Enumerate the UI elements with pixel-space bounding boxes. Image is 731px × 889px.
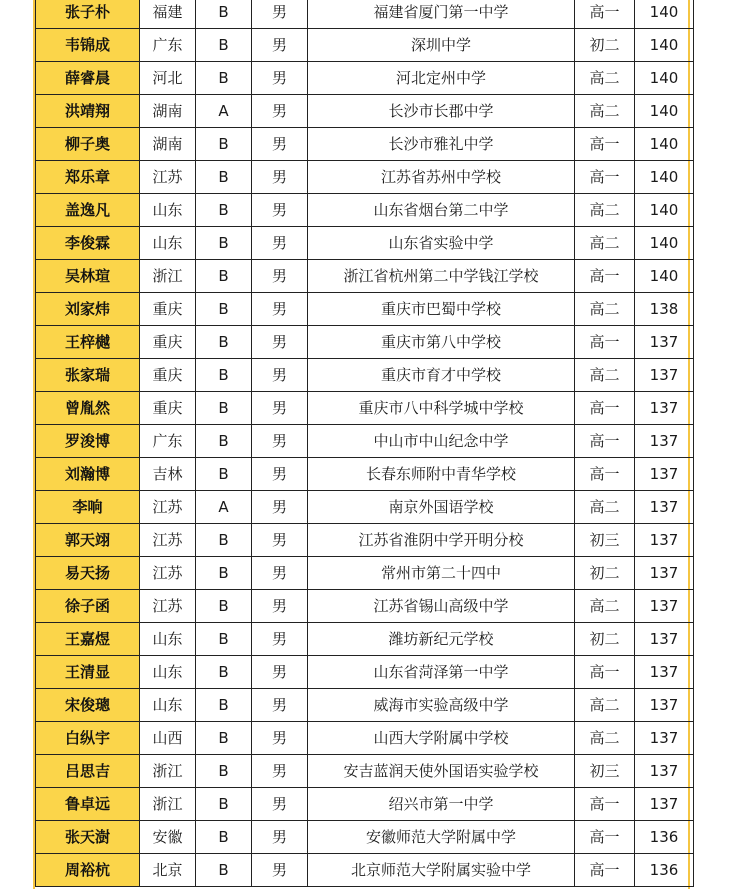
table-row — [36, 524, 694, 557]
table-row — [36, 194, 694, 227]
province-cell: 浙江 — [140, 260, 196, 293]
table-row — [36, 821, 694, 854]
score-cell: 137 — [635, 722, 694, 755]
province-cell: 广东 — [140, 29, 196, 62]
province-cell: 山西 — [140, 722, 196, 755]
province-cell: 山东 — [140, 194, 196, 227]
gender-cell: 男 — [252, 227, 308, 260]
level-cell: B — [196, 62, 252, 95]
level-cell: B — [196, 326, 252, 359]
student-name-cell: 薛睿晨 — [36, 62, 140, 95]
level-cell: B — [196, 623, 252, 656]
student-name-cell: 张天澍 — [36, 821, 140, 854]
level-cell: B — [196, 29, 252, 62]
grade-cell: 初三 — [575, 524, 635, 557]
level-cell: B — [196, 689, 252, 722]
school-cell: 长春东师附中青华学校 — [308, 458, 575, 491]
school-cell: 江苏省淮阴中学开明分校 — [308, 524, 575, 557]
grade-cell: 高一 — [575, 656, 635, 689]
level-cell: B — [196, 260, 252, 293]
gender-cell: 男 — [252, 524, 308, 557]
province-cell: 山东 — [140, 623, 196, 656]
level-cell: B — [196, 557, 252, 590]
table-row — [36, 854, 694, 887]
table-row — [36, 590, 694, 623]
score-cell: 137 — [635, 524, 694, 557]
score-cell: 140 — [635, 0, 694, 29]
score-cell: 140 — [635, 227, 694, 260]
gender-cell: 男 — [252, 128, 308, 161]
grade-cell: 高二 — [575, 227, 635, 260]
grade-cell: 高一 — [575, 0, 635, 29]
grade-cell: 高一 — [575, 788, 635, 821]
score-cell: 137 — [635, 491, 694, 524]
table-row — [36, 29, 694, 62]
school-cell: 中山市中山纪念中学 — [308, 425, 575, 458]
level-cell: B — [196, 821, 252, 854]
province-cell: 北京 — [140, 854, 196, 887]
student-name-cell: 李响 — [36, 491, 140, 524]
gender-cell: 男 — [252, 689, 308, 722]
province-cell: 重庆 — [140, 392, 196, 425]
grade-cell: 初二 — [575, 557, 635, 590]
grade-cell: 高二 — [575, 62, 635, 95]
score-cell: 137 — [635, 458, 694, 491]
gender-cell: 男 — [252, 392, 308, 425]
score-cell: 140 — [635, 29, 694, 62]
level-cell: B — [196, 458, 252, 491]
grade-cell: 高一 — [575, 425, 635, 458]
grade-cell: 高一 — [575, 821, 635, 854]
score-cell: 137 — [635, 689, 694, 722]
gender-cell: 男 — [252, 821, 308, 854]
school-cell: 山东省实验中学 — [308, 227, 575, 260]
gender-cell: 男 — [252, 623, 308, 656]
school-cell: 长沙市雅礼中学 — [308, 128, 575, 161]
grade-cell: 高一 — [575, 392, 635, 425]
student-name-cell: 郭天翊 — [36, 524, 140, 557]
gender-cell: 男 — [252, 326, 308, 359]
student-name-cell: 郑乐章 — [36, 161, 140, 194]
grade-cell: 高二 — [575, 590, 635, 623]
student-name-cell: 周裕杭 — [36, 854, 140, 887]
level-cell: B — [196, 590, 252, 623]
table-row — [36, 623, 694, 656]
school-cell: 潍坊新纪元学校 — [308, 623, 575, 656]
province-cell: 浙江 — [140, 788, 196, 821]
student-name-cell: 王嘉煜 — [36, 623, 140, 656]
score-cell: 137 — [635, 392, 694, 425]
table-row — [36, 392, 694, 425]
level-cell: B — [196, 194, 252, 227]
gender-cell: 男 — [252, 161, 308, 194]
gender-cell: 男 — [252, 458, 308, 491]
school-cell: 江苏省锡山高级中学 — [308, 590, 575, 623]
student-name-cell: 张子朴 — [36, 0, 140, 29]
level-cell: B — [196, 854, 252, 887]
student-name-cell: 洪靖翔 — [36, 95, 140, 128]
table-row — [36, 0, 694, 29]
grade-cell: 高二 — [575, 95, 635, 128]
table-row — [36, 359, 694, 392]
table-row — [36, 656, 694, 689]
level-cell: B — [196, 524, 252, 557]
province-cell: 江苏 — [140, 161, 196, 194]
level-cell: B — [196, 227, 252, 260]
school-cell: 重庆市育才中学校 — [308, 359, 575, 392]
school-cell: 重庆市第八中学校 — [308, 326, 575, 359]
gender-cell: 男 — [252, 194, 308, 227]
grade-cell: 高一 — [575, 326, 635, 359]
table-row — [36, 788, 694, 821]
score-cell: 137 — [635, 788, 694, 821]
province-cell: 福建 — [140, 0, 196, 29]
score-cell: 137 — [635, 425, 694, 458]
gender-cell: 男 — [252, 260, 308, 293]
gender-cell: 男 — [252, 95, 308, 128]
grade-cell: 高一 — [575, 458, 635, 491]
gender-cell: 男 — [252, 491, 308, 524]
grade-cell: 初二 — [575, 29, 635, 62]
gender-cell: 男 — [252, 0, 308, 29]
province-cell: 安徽 — [140, 821, 196, 854]
table-row — [36, 227, 694, 260]
province-cell: 河北 — [140, 62, 196, 95]
score-cell: 140 — [635, 95, 694, 128]
ranking-table — [35, 0, 694, 887]
gender-cell: 男 — [252, 425, 308, 458]
table-row — [36, 293, 694, 326]
score-cell: 138 — [635, 293, 694, 326]
school-cell: 威海市实验高级中学 — [308, 689, 575, 722]
school-cell: 绍兴市第一中学 — [308, 788, 575, 821]
gender-cell: 男 — [252, 29, 308, 62]
score-cell: 140 — [635, 260, 694, 293]
province-cell: 山东 — [140, 227, 196, 260]
score-cell: 140 — [635, 194, 694, 227]
school-cell: 浙江省杭州第二中学钱江学校 — [308, 260, 575, 293]
grade-cell: 高二 — [575, 293, 635, 326]
gender-cell: 男 — [252, 557, 308, 590]
student-name-cell: 鲁卓远 — [36, 788, 140, 821]
score-cell: 137 — [635, 359, 694, 392]
province-cell: 重庆 — [140, 293, 196, 326]
gender-cell: 男 — [252, 755, 308, 788]
gender-cell: 男 — [252, 656, 308, 689]
grade-cell: 初三 — [575, 755, 635, 788]
student-name-cell: 白纵宇 — [36, 722, 140, 755]
gender-cell: 男 — [252, 854, 308, 887]
score-cell: 137 — [635, 656, 694, 689]
student-name-cell: 李俊霖 — [36, 227, 140, 260]
province-cell: 重庆 — [140, 326, 196, 359]
grade-cell: 高二 — [575, 491, 635, 524]
province-cell: 湖南 — [140, 95, 196, 128]
gender-cell: 男 — [252, 722, 308, 755]
student-name-cell: 吕思吉 — [36, 755, 140, 788]
table-row — [36, 425, 694, 458]
province-cell: 重庆 — [140, 359, 196, 392]
gender-cell: 男 — [252, 62, 308, 95]
school-cell: 山东省菏泽第一中学 — [308, 656, 575, 689]
score-cell: 137 — [635, 623, 694, 656]
ranking-table-body — [36, 0, 694, 887]
school-cell: 常州市第二十四中 — [308, 557, 575, 590]
student-name-cell: 刘瀚博 — [36, 458, 140, 491]
student-name-cell: 柳子奥 — [36, 128, 140, 161]
school-cell: 北京师范大学附属实验中学 — [308, 854, 575, 887]
gender-cell: 男 — [252, 293, 308, 326]
level-cell: A — [196, 95, 252, 128]
score-cell: 140 — [635, 128, 694, 161]
grade-cell: 高二 — [575, 194, 635, 227]
province-cell: 江苏 — [140, 590, 196, 623]
province-cell: 湖南 — [140, 128, 196, 161]
school-cell: 福建省厦门第一中学 — [308, 0, 575, 29]
grade-cell: 高二 — [575, 359, 635, 392]
level-cell: B — [196, 755, 252, 788]
grade-cell: 高一 — [575, 854, 635, 887]
school-cell: 长沙市长郡中学 — [308, 95, 575, 128]
school-cell: 重庆市八中科学城中学校 — [308, 392, 575, 425]
score-cell: 140 — [635, 161, 694, 194]
score-cell: 137 — [635, 590, 694, 623]
score-cell: 136 — [635, 854, 694, 887]
student-name-cell: 吴林瑄 — [36, 260, 140, 293]
student-name-cell: 宋俊璁 — [36, 689, 140, 722]
table-row — [36, 689, 694, 722]
grade-cell: 高二 — [575, 722, 635, 755]
grade-cell: 高一 — [575, 128, 635, 161]
grade-cell: 高一 — [575, 260, 635, 293]
student-name-cell: 王清显 — [36, 656, 140, 689]
table-row — [36, 326, 694, 359]
school-cell: 安吉蓝润天使外国语实验学校 — [308, 755, 575, 788]
score-cell: 137 — [635, 755, 694, 788]
school-cell: 深圳中学 — [308, 29, 575, 62]
table-row — [36, 95, 694, 128]
score-cell: 136 — [635, 821, 694, 854]
province-cell: 江苏 — [140, 557, 196, 590]
school-cell: 山西大学附属中学校 — [308, 722, 575, 755]
grade-cell: 初二 — [575, 623, 635, 656]
level-cell: B — [196, 161, 252, 194]
table-row — [36, 128, 694, 161]
student-name-cell: 曾胤然 — [36, 392, 140, 425]
student-name-cell: 罗浚博 — [36, 425, 140, 458]
province-cell: 江苏 — [140, 524, 196, 557]
level-cell: B — [196, 0, 252, 29]
student-name-cell: 张家瑞 — [36, 359, 140, 392]
student-name-cell: 刘家炜 — [36, 293, 140, 326]
level-cell: B — [196, 392, 252, 425]
table-row — [36, 62, 694, 95]
school-cell: 江苏省苏州中学校 — [308, 161, 575, 194]
school-cell: 南京外国语学校 — [308, 491, 575, 524]
province-cell: 吉林 — [140, 458, 196, 491]
level-cell: B — [196, 722, 252, 755]
school-cell: 河北定州中学 — [308, 62, 575, 95]
province-cell: 山东 — [140, 689, 196, 722]
level-cell: B — [196, 656, 252, 689]
province-cell: 江苏 — [140, 491, 196, 524]
school-cell: 山东省烟台第二中学 — [308, 194, 575, 227]
level-cell: B — [196, 788, 252, 821]
school-cell: 安徽师范大学附属中学 — [308, 821, 575, 854]
table-row — [36, 722, 694, 755]
province-cell: 广东 — [140, 425, 196, 458]
school-cell: 重庆市巴蜀中学校 — [308, 293, 575, 326]
table-row — [36, 557, 694, 590]
grade-cell: 高一 — [575, 161, 635, 194]
student-name-cell: 徐子函 — [36, 590, 140, 623]
student-name-cell: 王梓樾 — [36, 326, 140, 359]
table-row — [36, 161, 694, 194]
table-row — [36, 260, 694, 293]
province-cell: 浙江 — [140, 755, 196, 788]
table-row — [36, 755, 694, 788]
level-cell: B — [196, 293, 252, 326]
level-cell: B — [196, 425, 252, 458]
gender-cell: 男 — [252, 788, 308, 821]
student-name-cell: 韦锦成 — [36, 29, 140, 62]
table-row — [36, 491, 694, 524]
level-cell: B — [196, 359, 252, 392]
score-cell: 140 — [635, 62, 694, 95]
level-cell: B — [196, 128, 252, 161]
grade-cell: 高二 — [575, 689, 635, 722]
score-cell: 137 — [635, 326, 694, 359]
gender-cell: 男 — [252, 359, 308, 392]
student-name-cell: 盖逸凡 — [36, 194, 140, 227]
level-cell: A — [196, 491, 252, 524]
student-name-cell: 易天扬 — [36, 557, 140, 590]
gender-cell: 男 — [252, 590, 308, 623]
score-cell: 137 — [635, 557, 694, 590]
province-cell: 山东 — [140, 656, 196, 689]
table-row — [36, 458, 694, 491]
